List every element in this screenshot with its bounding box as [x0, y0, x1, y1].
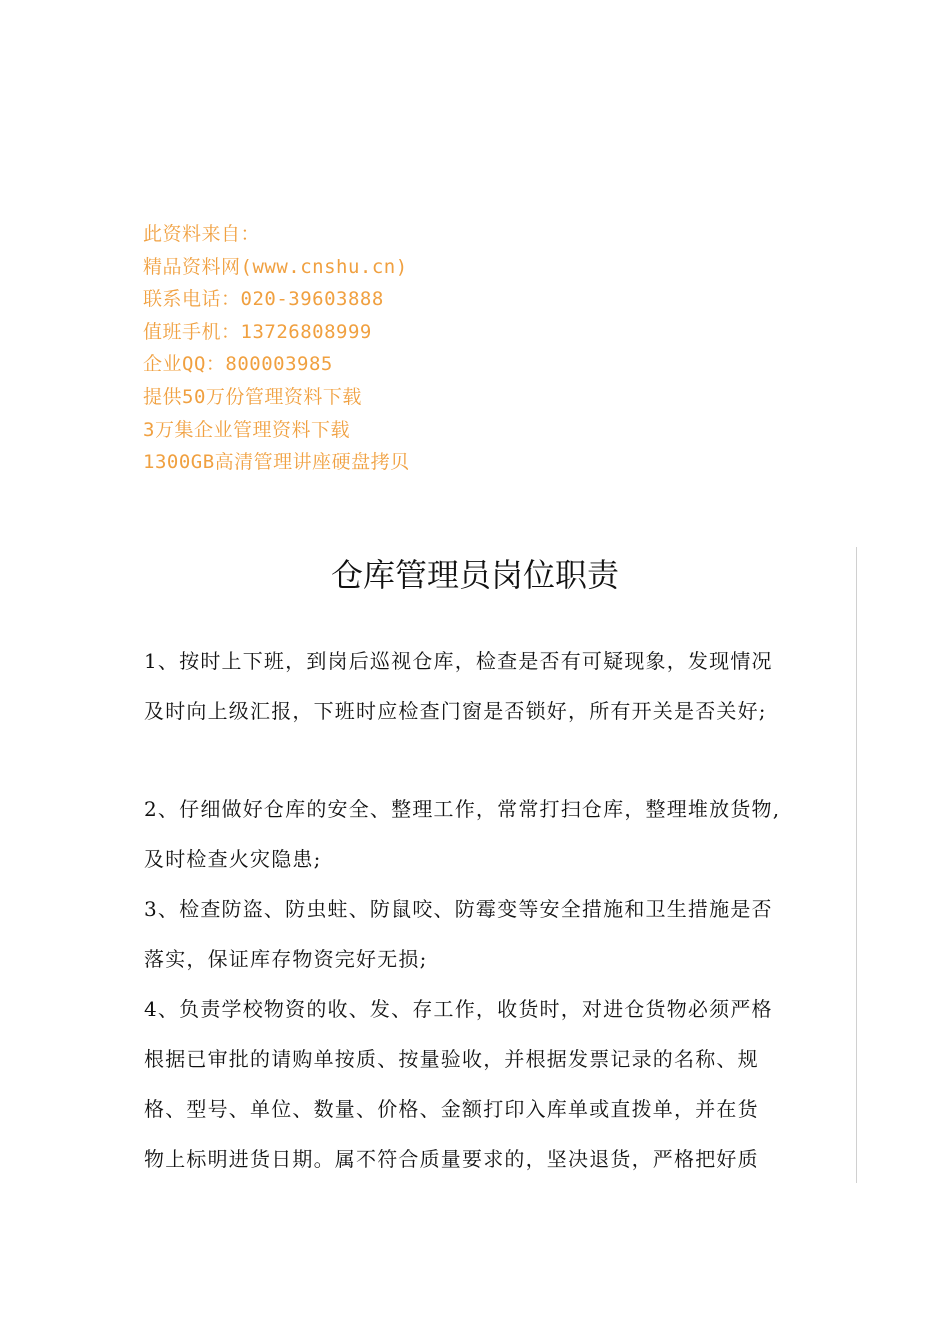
website-line: 精品资料网(www.cnshu.cn) — [143, 255, 408, 278]
document-body — [144, 640, 834, 1188]
phone-line: 联系电话：020-39603888 — [143, 288, 384, 311]
qq-line: 企业QQ：800003985 — [143, 353, 333, 376]
source-line: 此资料来自： — [143, 223, 261, 245]
body-line: 1、按时上下班，到岗后巡视仓库，检查是否有可疑现象，发现情况 — [144, 649, 773, 673]
promo-line-2: 3万集企业管理资料下载 — [143, 418, 350, 441]
margin-rule — [856, 547, 857, 1183]
blank-line — [144, 740, 834, 788]
body-line: 4、负责学校物资的收、发、存工作，收货时，对进仓货物必须严格 — [144, 997, 773, 1021]
mobile-line: 值班手机：13726808999 — [143, 320, 372, 343]
promo-line-3: 1300GB高清管理讲座硬盘拷贝 — [143, 451, 410, 474]
body-line: 及时向上级汇报，下班时应检查门窗是否锁好，所有开关是否关好; — [144, 699, 767, 723]
body-line: 2、仔细做好仓库的安全、整理工作，常常打扫仓库，整理堆放货物, — [144, 797, 781, 821]
body-line: 3、检查防盗、防虫蛀、防鼠咬、防霉变等安全措施和卫生措施是否 — [144, 897, 773, 921]
source-info-block — [143, 218, 563, 479]
body-line: 格、型号、单位、数量、价格、金额打印入库单或直拨单，并在货 — [144, 1097, 759, 1121]
promo-line-1: 提供50万份管理资料下载 — [143, 385, 362, 408]
body-line: 落实，保证库存物资完好无损; — [144, 947, 428, 971]
body-line: 根据已审批的请购单按质、按量验收，并根据发票记录的名称、规 — [144, 1047, 759, 1071]
body-line: 物上标明进货日期。属不符合质量要求的，坚决退货，严格把好质 — [144, 1147, 759, 1171]
document-title: 仓库管理员岗位职责 — [330, 556, 619, 594]
body-line: 及时检查火灾隐患; — [144, 847, 322, 871]
